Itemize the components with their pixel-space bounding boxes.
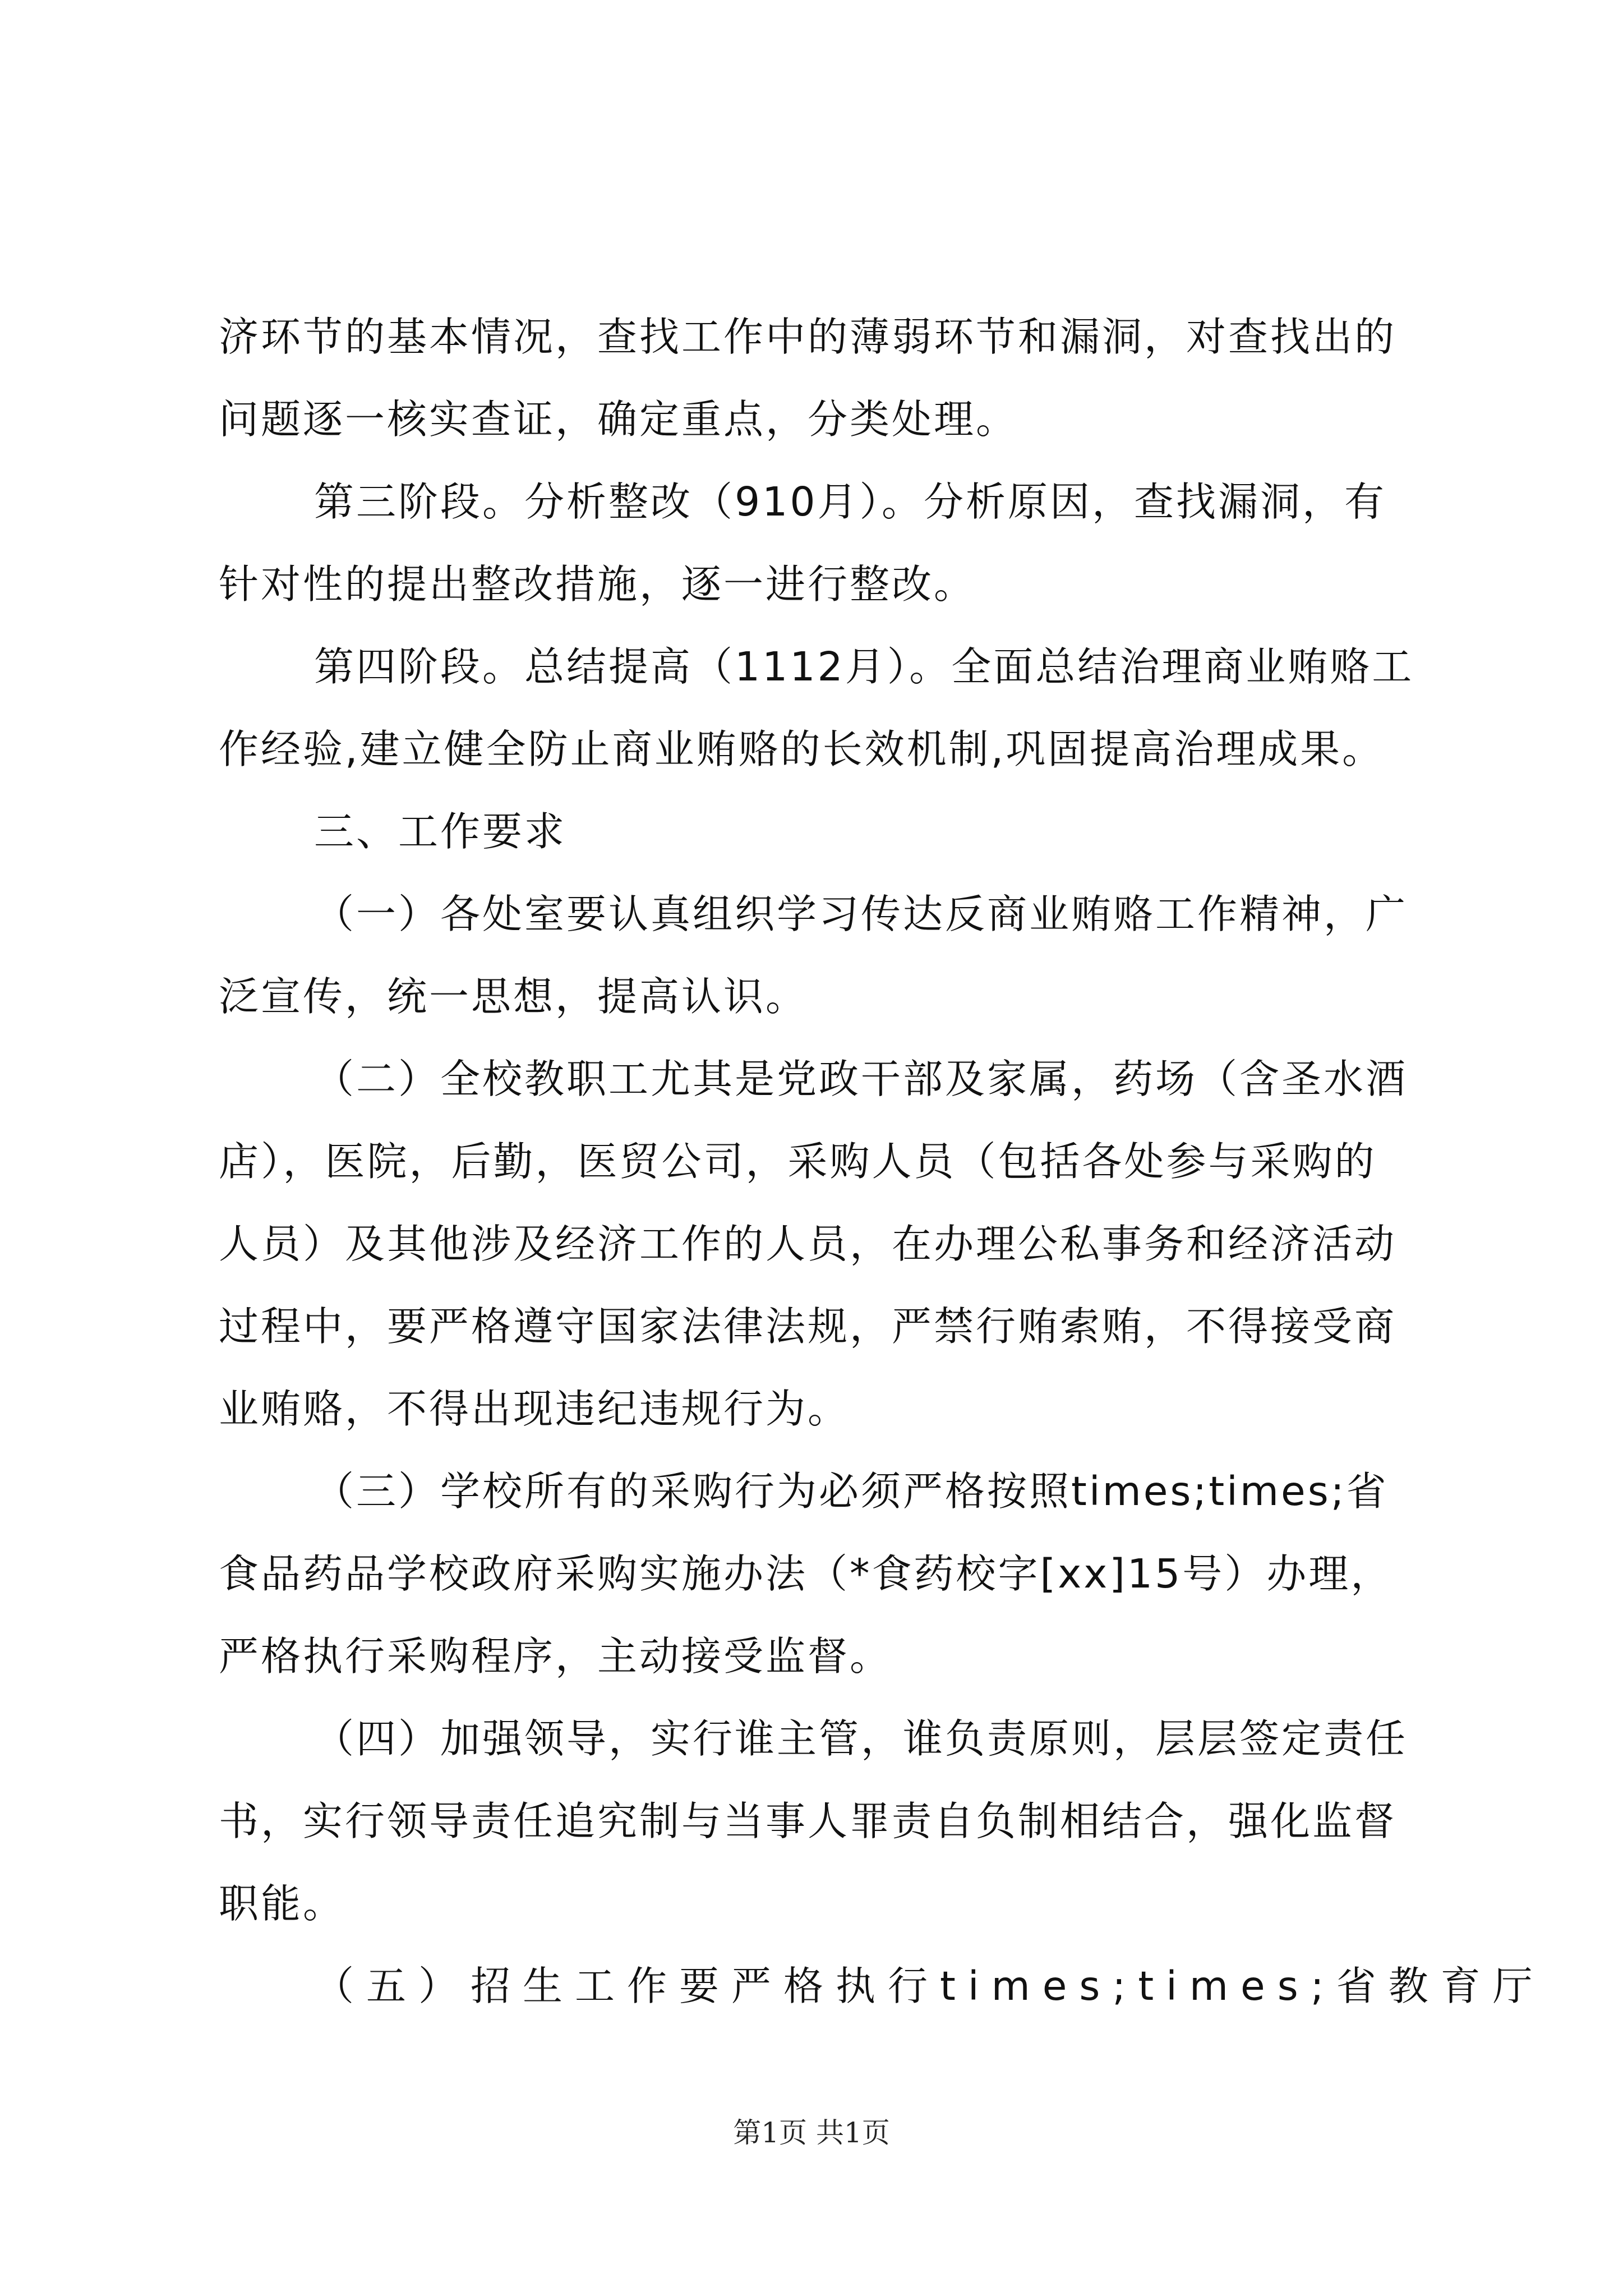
text-line: 书，实行领导责任追究制与当事人罪责自负制相结合，强化监督 [219, 1798, 1397, 1844]
text-line: （一）各处室要认真组织学习传达反商业贿赂工作精神，广 [314, 891, 1408, 937]
section-heading: 三、工作要求 [314, 808, 567, 855]
text-line: 第三阶段。分析整改（910月）。分析原因，查找漏洞，有 [314, 478, 1387, 525]
text-line: 作经验,建立健全防止商业贿赂的长效机制,巩固提高治理成果。 [219, 726, 1385, 772]
page-footer: 第1页 共1页 [733, 2116, 890, 2149]
text-line: （五）招生工作要严格执行times;times;省教育厅 [314, 1963, 1545, 2009]
text-line: 食品药品学校政府采购实施办法（*食药校字[xx]15号）办理， [219, 1550, 1393, 1597]
text-line: 过程中，要严格遵守国家法律法规，严禁行贿索贿，不得接受商 [219, 1303, 1397, 1350]
text-line: 针对性的提出整改措施，逐一进行整改。 [219, 561, 976, 608]
text-line: 泛宣传，统一思想，提高认识。 [219, 973, 808, 1020]
text-line: 人员）及其他涉及经济工作的人员，在办理公私事务和经济活动 [219, 1221, 1397, 1267]
text-line: 济环节的基本情况，查找工作中的薄弱环节和漏洞，对查找出的 [219, 314, 1397, 360]
text-line: （二）全校教职工尤其是党政干部及家属，药场（含圣水酒 [314, 1056, 1408, 1102]
text-line: （四）加强领导，实行谁主管，谁负责原则，层层签定责任 [314, 1715, 1408, 1762]
text-line: （三）学校所有的采购行为必须严格按照times;times;省 [314, 1468, 1389, 1515]
text-line: 店），医院，后勤，医贸公司，采购人员（包括各处参与采购的 [219, 1138, 1377, 1185]
text-line: 职能。 [219, 1880, 345, 1927]
text-line: 问题逐一核实查证，确定重点，分类处理。 [219, 396, 1018, 443]
text-line: 第四阶段。总结提高（1112月）。全面总结治理商业贿赂工 [314, 643, 1414, 690]
text-line: 业贿赂，不得出现违纪违规行为。 [219, 1386, 850, 1432]
text-line: 严格执行采购程序，主动接受监督。 [219, 1633, 892, 1680]
